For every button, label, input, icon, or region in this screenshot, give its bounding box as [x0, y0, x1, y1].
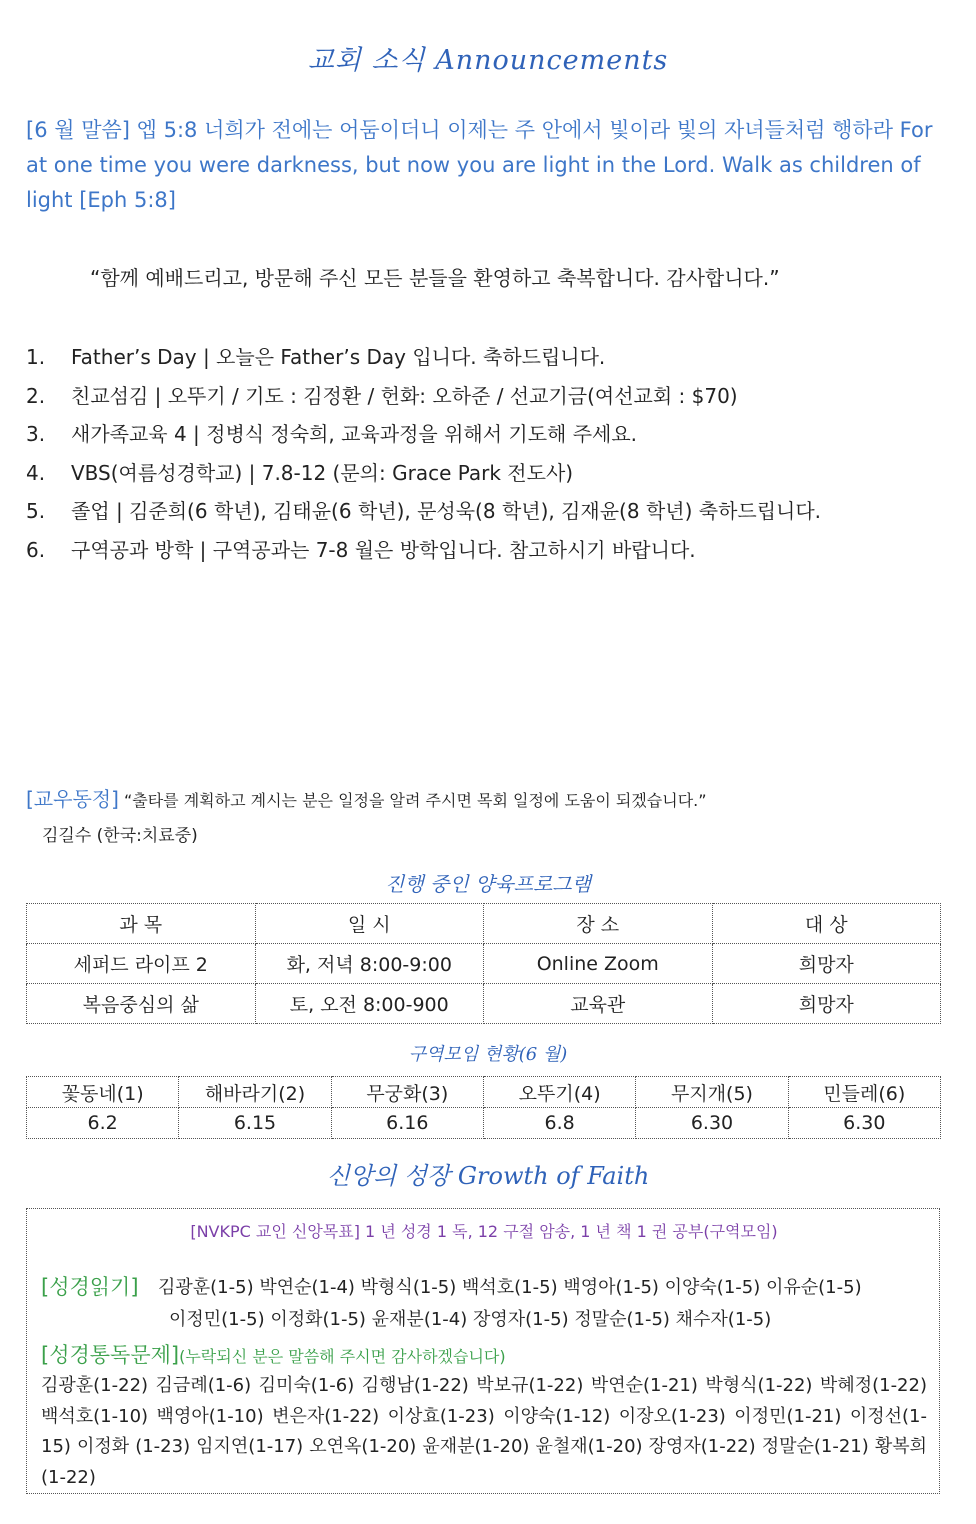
- header-cell: 대 상: [712, 904, 941, 944]
- header-cell: 일 시: [255, 904, 484, 944]
- item-number: 3.: [26, 422, 46, 446]
- header-cell: 장 소: [484, 904, 713, 944]
- table-cell: 6.8: [483, 1108, 635, 1139]
- table-cell: 6.30: [636, 1108, 788, 1139]
- member-news-text: “출타를 계획하고 계시는 분은 일정을 알려 주시면 목회 일정에 도움이 되겠습니다.”: [118, 791, 707, 810]
- bible-quiz-note: (누락되신 분은 말씀해 주시면 감사하겠습니다): [179, 1347, 506, 1366]
- table-cell: 토, 오전 8:00-900: [255, 984, 484, 1024]
- table-cell: 화, 저녁 8:00-9:00: [255, 944, 484, 984]
- bible-reading-names: 이정민(1-5) 이정화(1-5) 윤재분(1-4) 장영자(1-5) 정말순(1-5) 채수자(1-5): [169, 1309, 772, 1330]
- list-item: [26, 456, 821, 495]
- header-cell: 무지개(5): [636, 1077, 788, 1108]
- table-row: [27, 984, 941, 1024]
- program-table: [26, 903, 941, 1024]
- item-text: 친교섬김 | 오뚜기 / 기도 : 김정환 / 헌화: 오하준 / 선교기금(여선교회 : $70): [71, 383, 738, 408]
- bible-reading-names: 김광훈(1-5) 박연순(1-4) 박형식(1-5) 백석호(1-5) 백영아(1-5) 이양숙(1-5) 이유순(1-5): [158, 1277, 862, 1298]
- item-text: VBS(여름성경학교) | 7.8-12 (문의: Grace Park 전도사): [71, 460, 574, 485]
- table-cell: 세퍼드 라이프 2: [27, 944, 256, 984]
- item-number: 1.: [26, 345, 46, 369]
- list-item: [26, 340, 821, 379]
- table-cell: 교육관: [484, 984, 713, 1024]
- zone-meeting-table: [26, 1076, 941, 1139]
- growth-title: 신앙의 성장 Growth of Faith: [326, 1162, 650, 1190]
- list-item: [26, 533, 821, 572]
- zone-meeting-title: 구역모임 현황(6 월): [408, 1044, 568, 1065]
- list-item: [26, 379, 821, 418]
- bible-reading-label: [성경읽기]: [41, 1275, 139, 1299]
- table-row: [27, 1108, 941, 1139]
- table-row: [27, 944, 941, 984]
- welcome-message: “함께 예배드리고, 방문해 주신 모든 분들을 환영하고 축복합니다. 감사합니다.”: [90, 266, 780, 290]
- item-text: 구역공과 방학 | 구역공과는 7-8 월은 방학입니다. 참고하시기 바랍니다.: [71, 537, 696, 562]
- bible-quiz-label-text: [성경통독문제]: [41, 1343, 180, 1367]
- growth-box: [26, 1208, 940, 1494]
- table-cell: Online Zoom: [484, 944, 713, 984]
- table-cell: 희망자: [712, 944, 941, 984]
- item-number: 6.: [26, 537, 46, 562]
- monthly-verse: [6 월 말씀] 엡 5:8 너희가 전에는 어둠이더니 이제는 주 안에서 빛이라 빛의 자녀들처럼 행하라 For at one time you were darkness, but now you are light in the Lord. Walk as children of light [Eph 5:8]: [26, 118, 933, 212]
- announcement-list: [26, 340, 821, 571]
- table-cell: 6.15: [179, 1108, 331, 1139]
- bible-quiz-names: 김광훈(1-22) 김금례(1-6) 김미숙(1-6) 김행남(1-22) 박보규(1-22) 박연순(1-21) 박형식(1-22) 박혜정(1-22) 백석호(1-10) 백영아(1-10) 변은자(1-22) 이상효(1-23) 이양숙(1-12) 이장오(1-23) 이정민(1-21) 이정선(1-15) 이정화 (1-23) 임지연(1-17) 오연옥(1-20) 윤재분(1-20) 윤철재(1-20) 장영자(1-22) 정말순(1-21) 황복희(1-22): [41, 1375, 927, 1488]
- item-text: 새가족교육 4 | 정병식 정숙희, 교육과정을 위해서 기도해 주세요.: [71, 422, 638, 446]
- table-header-row: [27, 1077, 941, 1108]
- list-item: [26, 417, 821, 456]
- header-cell: 민들레(6): [788, 1077, 940, 1108]
- header-cell: 과 목: [27, 904, 256, 944]
- header-cell: 오뚜기(4): [483, 1077, 635, 1108]
- header-cell: 해바라기(2): [179, 1077, 331, 1108]
- table-header-row: [27, 904, 941, 944]
- member-news: [26, 783, 707, 812]
- item-number: 5.: [26, 499, 46, 523]
- table-cell: 희망자: [712, 984, 941, 1024]
- header-cell: 꽃동네(1): [27, 1077, 179, 1108]
- table-cell: 6.2: [27, 1108, 179, 1139]
- bible-quiz-label: [41, 1339, 506, 1369]
- member-news-tag: [교우동정]: [26, 787, 119, 811]
- table-cell: 6.16: [331, 1108, 483, 1139]
- item-number: 2.: [26, 383, 46, 408]
- page-title: 교회 소식 Announcements: [307, 45, 669, 76]
- faith-goal: [NVKPC 교인 신앙목표] 1 년 성경 1 독, 12 구절 암송, 1 년 책 1 권 공부(구역모임): [190, 1222, 778, 1241]
- item-text: 졸업 | 김준희(6 학년), 김태윤(6 학년), 문성욱(8 학년), 김재윤(8 학년) 축하드립니다.: [71, 499, 822, 523]
- member-news-entry: 김길수 (한국:치료중): [42, 826, 198, 846]
- table-cell: 복음중심의 삶: [27, 984, 256, 1024]
- program-title: 진행 중인 양육프로그램: [385, 872, 591, 896]
- item-text: Father’s Day | 오늘은 Father’s Day 입니다. 축하드립니다.: [71, 345, 606, 369]
- list-item: [26, 494, 821, 533]
- header-cell: 무궁화(3): [331, 1077, 483, 1108]
- item-number: 4.: [26, 460, 46, 485]
- table-cell: 6.30: [788, 1108, 940, 1139]
